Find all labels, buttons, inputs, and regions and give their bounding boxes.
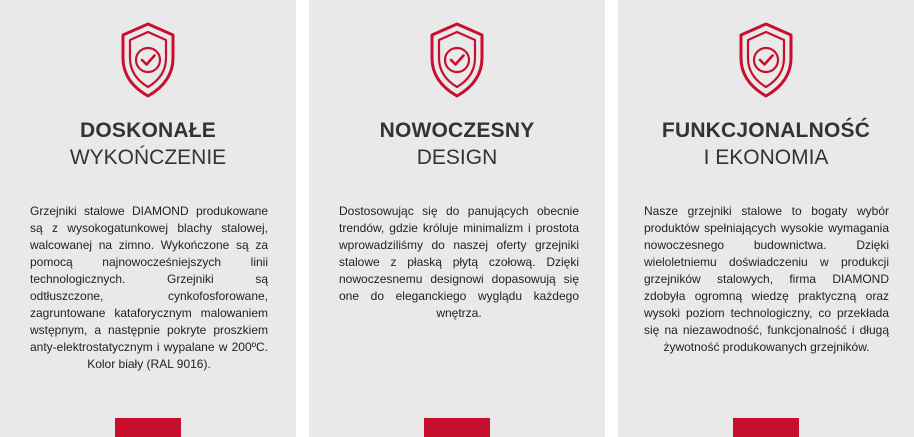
accent-bar (424, 418, 490, 437)
card-description: Dostosowując się do panujących obecnie trendów, gdzie króluje minimalizm i prostota wprowadziliśmy do naszej oferty grzejniki stalowe z płaską płytą czołową. Dzięki nowoczesnemu designowi dopasowują się one do eleganckiego wyglądu każdego wnętrza. (339, 204, 579, 320)
shield-check-icon (118, 20, 178, 100)
card-title-bold: NOWOCZESNY (379, 119, 535, 142)
card-title-bold: FUNKCJONALNOŚĆ (661, 119, 871, 142)
card-description: Grzejniki stalowe DIAMOND produkowane są z wysokogatunkowej blachy stalowej, walcowanej na zimno. Wykończone są za pomocą najnowocześniejszych linii technologicznych. Grzejniki są odtłuszczone, cynkofosforowane, zagruntowane kataforycznym malowaniem wstępnym, a następnie pokryte proszkiem anty-elektrostatycznym i wypalane w 200ºC. Kolor biały (RAL 9016). (30, 204, 268, 371)
shield-check-icon (427, 20, 487, 100)
accent-bar (115, 418, 181, 437)
card-title-light: WYKOŃCZENIE (69, 146, 227, 169)
card-title-light: DESIGN (416, 146, 498, 169)
feature-card-finish (0, 0, 296, 437)
accent-bar (733, 418, 799, 437)
shield-check-icon (736, 20, 796, 100)
feature-card-functionality (618, 0, 914, 437)
feature-card-design (309, 0, 605, 437)
card-title-light: I EKONOMIA (703, 146, 829, 169)
card-title-bold: DOSKONAŁE (80, 119, 216, 142)
card-description: Nasze grzejniki stalowe to bogaty wybór produktów spełniających wysokie wymagania nowoczesnego budownictwa. Dzięki wieloletniemu doświadczeniu w produkcji grzejników stalowych, firma DIAMOND zdobyła ogromną wiedzę praktyczną oraz wysoki poziom technologiczny, co przekłada się na niezawodność, funkcjonalność i długą żywotność produkowanych grzejników. (644, 204, 889, 354)
